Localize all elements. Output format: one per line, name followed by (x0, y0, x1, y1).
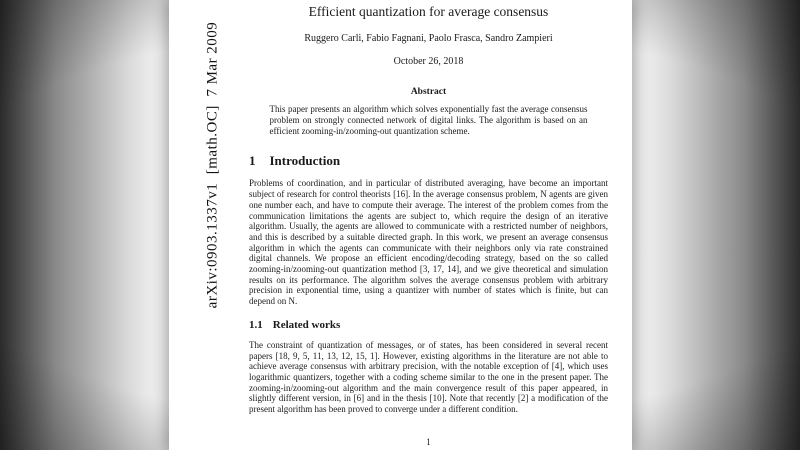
page-number: 1 (426, 437, 431, 447)
section-1-body: Problems of coordination, and in particular of distributed averaging, have become an important subject of research for control theorists [16]. In the average consensus problem, N agents are given one number each, and have to compute their average. The interest of the problem comes from the communication limitations the agents are subject to, which require the design of an iterative algorithm. Usually, the agents are allowed to communicate with a restricted number of neighbors, and this is described by a suitable directed graph. In this work, we present an average consensus algorithm in which the agents can communicate with their neighbors only via rate constrained digital channels. We propose an efficient encoding/decoding strategy, based on the so called zooming-in/zooming-out quantization method [3, 17, 14], and we give theoretical and simulation results on its performance. The algorithm solves the average consensus problem with arbitrary precision in exponential time, using a quantizer with number of states which is finite, but can depend on N. (249, 178, 608, 307)
date-line: October 26, 2018 (393, 56, 464, 67)
section-1-1-body: The constraint of quantization of messages, or of states, has been considered in several recent papers [18, 9, 5, 11, 13, 12, 15, 1]. However, existing algorithms in the literature are not able to achieve average consensus with arbitrary precision, with the notable exception of [4], which uses logarithmic quantizers, together with a coding scheme similar to the one in the present paper. The zooming-in/zooming-out algorithm and the main convergence result of this paper appeared, in slightly different version, in [6] and in the thesis [10]. Note that recently [2] a modification of the present algorithm has been proved to converge under a different condition. (249, 339, 608, 415)
authors-line: Ruggero Carli, Fabio Fagnani, Paolo Frasca, Sandro Zampieri (304, 33, 553, 44)
section-1-1-heading (249, 319, 608, 331)
abstract-heading: Abstract (410, 87, 447, 97)
paper-page (169, 0, 632, 450)
page-content (169, 0, 632, 450)
section-1-1-number: 1.1 (249, 318, 263, 331)
paper-title: Efficient quantization for average consensus (308, 4, 549, 19)
section-1-1-title: Related works (272, 318, 341, 331)
section-1-number: 1 (249, 153, 256, 169)
section-1-title: Introduction (269, 153, 341, 169)
abstract-text: This paper presents an algorithm which solves exponentially fast the average consensus problem on strongly connected network of digital links. The algorithm is based on an efficient zooming-in/zooming-out quantization scheme. (269, 104, 588, 136)
section-1-heading (249, 153, 608, 169)
arxiv-stamp: arXiv:0903.1337v1 [math.OC] 7 Mar 2009 (204, 21, 221, 309)
